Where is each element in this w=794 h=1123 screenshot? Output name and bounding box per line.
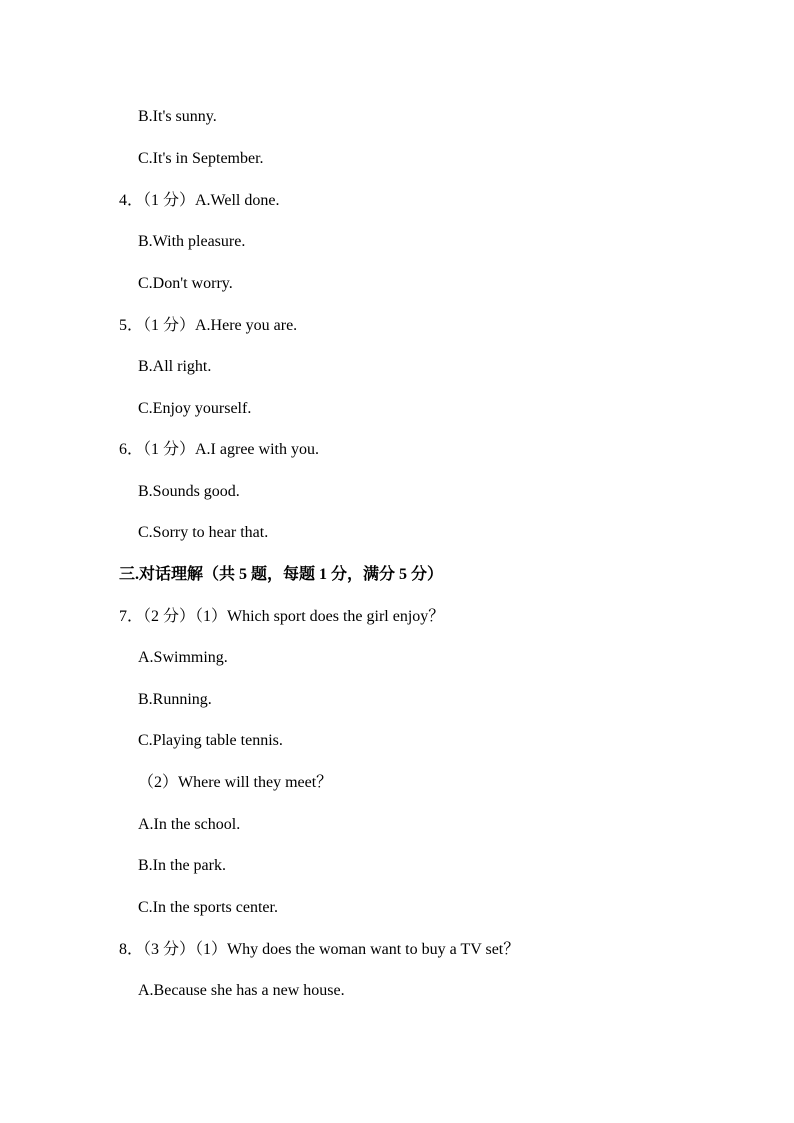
option-line: A.Swimming. [138, 649, 228, 666]
question-line: 6．（1 分）A.I agree with you. [119, 441, 319, 458]
question-line: 7．（2 分）（1）Which sport does the girl enjoy？ [119, 608, 445, 625]
option-line: A.In the school. [138, 816, 241, 833]
option-line: C.Playing table tennis. [138, 732, 283, 749]
option-line: C.Don't worry. [138, 275, 233, 292]
option-line: B.With pleasure. [138, 233, 246, 250]
option-line: B.All right. [138, 358, 212, 375]
option-line: C.In the sports center. [138, 899, 278, 916]
option-line: B.It's sunny. [138, 108, 217, 125]
option-line: B.Running. [138, 691, 212, 708]
option-line: A.Because she has a new house. [138, 982, 345, 999]
section-heading: 三.对话理解（共 5 题，每题 1 分，满分 5 分） [119, 566, 444, 583]
option-line: B.Sounds good. [138, 483, 240, 500]
option-line: C.It's in September. [138, 150, 264, 167]
option-line: C.Sorry to hear that. [138, 524, 269, 541]
question-line: 5．（1 分）A.Here you are. [119, 317, 298, 334]
question-line: 4．（1 分）A.Well done. [119, 192, 280, 209]
subquestion-line: （2）Where will they meet？ [138, 774, 333, 791]
option-line: C.Enjoy yourself. [138, 400, 252, 417]
option-line: B.In the park. [138, 857, 226, 874]
question-line: 8．（3 分）（1）Why does the woman want to buy a TV set？ [119, 941, 520, 958]
